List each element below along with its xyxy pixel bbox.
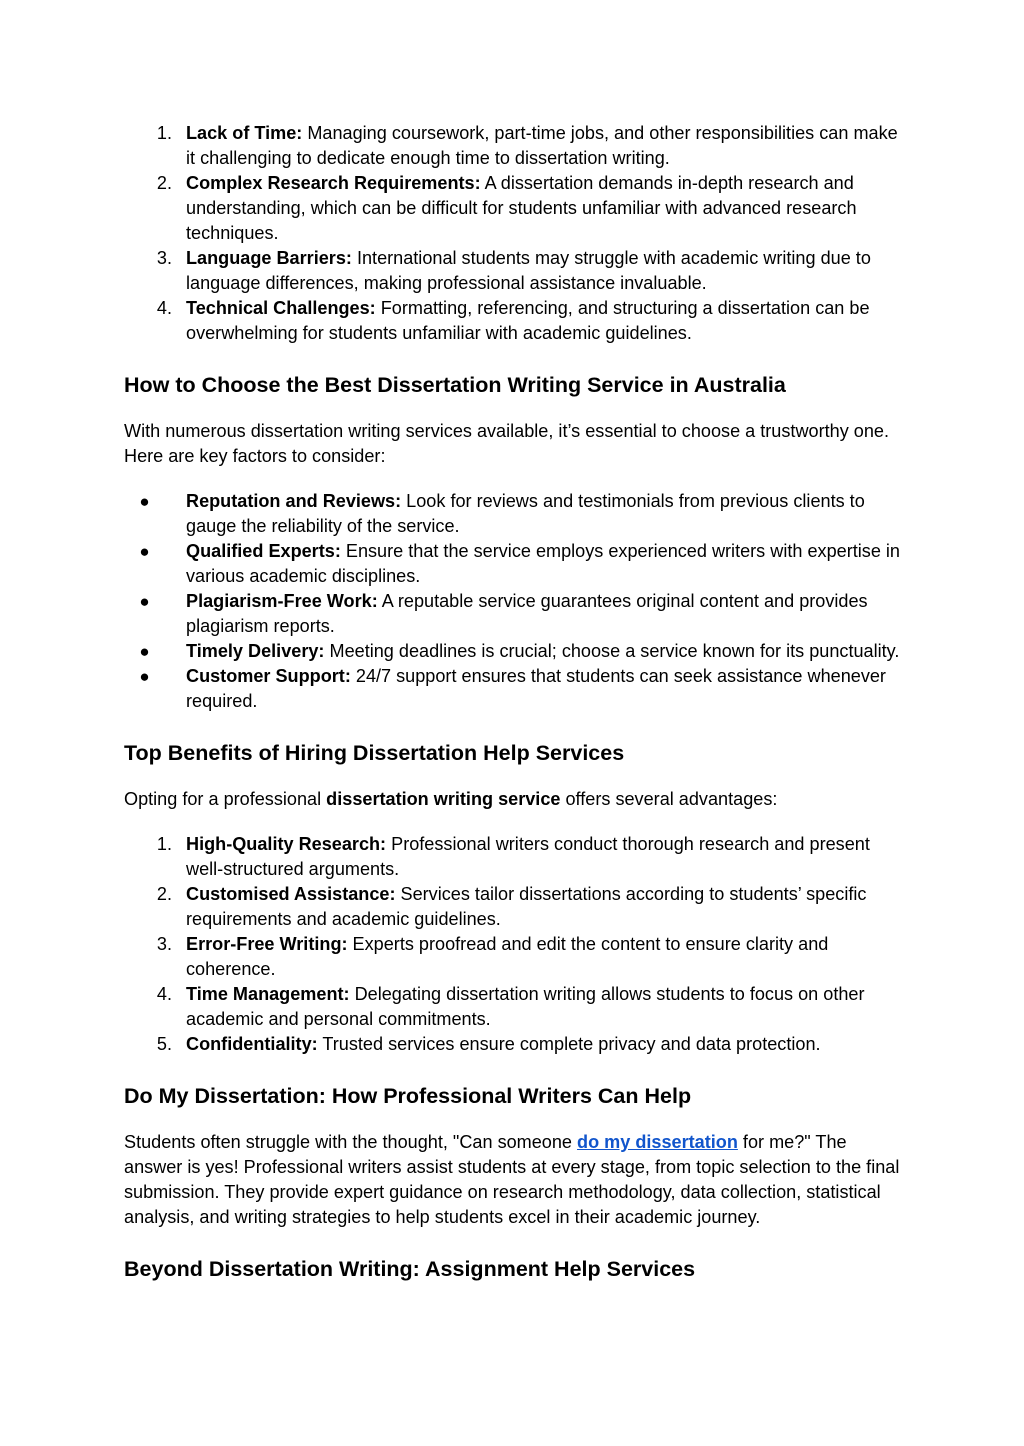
list-item: [124, 932, 904, 982]
intro-text-after: offers several advantages:: [560, 789, 778, 809]
list-item-term: Customised Assistance:: [186, 884, 396, 904]
list-item-text: A reputable service guarantees original content and provides plagiarism reports.: [186, 591, 868, 636]
paragraph-text-before: Students often struggle with the thought, "Can someone: [124, 1132, 578, 1152]
list-item: [124, 171, 904, 246]
list-item-text: Professional writers conduct thorough research and present well-structured arguments.: [186, 834, 870, 879]
list-item-text: Delegating dissertation writing allows students to focus on other academic and personal commitments.: [186, 984, 865, 1029]
paragraph-text-after: for me?" The answer is yes! Professional writers assist students at every stage, from topic selection to the final submission. They provide expert guidance on research methodology, data collection, statistical analysis, and writing strategies to help students excel in their academic journey.: [124, 1132, 900, 1227]
bullet-icon: ●: [139, 592, 150, 611]
list-item: [124, 882, 904, 932]
list-item-text: A dissertation demands in-depth research and understanding, which can be difficult for students unfamiliar with advanced research techniques.: [186, 173, 857, 243]
section-heading-do-my-dissertation: Do My Dissertation: How Professional Writers Can Help: [124, 1084, 692, 1108]
list-item-text: Services tailor dissertations according to students’ specific requirements and academic guidelines.: [186, 884, 867, 929]
list-item-text: Meeting deadlines is crucial; choose a service known for its punctuality.: [324, 641, 900, 661]
challenges-list: [124, 121, 904, 346]
list-number: 4.: [156, 298, 172, 318]
list-number: 1.: [156, 834, 172, 854]
list-number: 5.: [156, 1034, 172, 1054]
section-heading-choose: How to Choose the Best Dissertation Writing Service in Australia: [124, 373, 786, 397]
list-item-term: Qualified Experts:: [186, 541, 341, 561]
choose-factors-list: [124, 489, 904, 714]
list-number: 2.: [156, 173, 172, 193]
benefits-list: [124, 832, 904, 1057]
list-number: 3.: [156, 934, 172, 954]
list-item-text: Experts proofread and edit the content to ensure clarity and coherence.: [186, 934, 829, 979]
document-content: [124, 121, 904, 1283]
list-item-text: Ensure that the service employs experienced writers with expertise in various academic disciplines.: [186, 541, 900, 586]
section-intro-choose: With numerous dissertation writing services available, it’s essential to choose a trustworthy one. Here are key factors to consider:: [124, 421, 889, 466]
list-item: [124, 1032, 904, 1057]
list-item-term: Time Management:: [186, 984, 350, 1004]
list-item-text: Formatting, referencing, and structuring a dissertation can be overwhelming for students unfamiliar with academic guidelines.: [186, 298, 870, 343]
intro-bold-phrase: dissertation writing service: [326, 789, 561, 809]
list-item: [124, 539, 904, 589]
list-item-text: Managing coursework, part-time jobs, and other responsibilities can make it challenging to dedicate enough time to dissertation writing.: [186, 123, 898, 168]
list-item-term: Confidentiality:: [186, 1034, 318, 1054]
section-heading-benefits: Top Benefits of Hiring Dissertation Help Services: [124, 741, 625, 765]
list-item: [124, 489, 904, 539]
list-number: 3.: [156, 248, 172, 268]
list-item-term: Plagiarism-Free Work:: [186, 591, 378, 611]
list-item-term: Complex Research Requirements:: [186, 173, 481, 193]
list-item: [124, 982, 904, 1032]
list-item-term: Timely Delivery:: [186, 641, 325, 661]
list-item-term: Reputation and Reviews:: [186, 491, 402, 511]
list-number: 2.: [156, 884, 172, 904]
do-my-dissertation-link[interactable]: do my dissertation: [577, 1132, 738, 1152]
list-item-text: International students may struggle with academic writing due to language differences, making professional assistance invaluable.: [186, 248, 871, 293]
section-heading-beyond: Beyond Dissertation Writing: Assignment Help Services: [124, 1257, 696, 1281]
section-intro-benefits: [124, 787, 904, 812]
list-number: 1.: [156, 123, 172, 143]
list-item-text: Look for reviews and testimonials from previous clients to gauge the reliability of the service.: [186, 491, 865, 536]
list-item-term: Error-Free Writing:: [186, 934, 348, 954]
intro-text-before: Opting for a professional: [124, 789, 327, 809]
list-item-text: 24/7 support ensures that students can seek assistance whenever required.: [186, 666, 886, 711]
list-item-term: High-Quality Research:: [186, 834, 387, 854]
list-item: [124, 589, 904, 639]
list-item: [124, 832, 904, 882]
list-item-term: Customer Support:: [186, 666, 351, 686]
bullet-icon: ●: [139, 492, 150, 511]
list-item: [124, 639, 904, 664]
list-item-text: Trusted services ensure complete privacy and data protection.: [317, 1034, 821, 1054]
list-item-term: Language Barriers:: [186, 248, 352, 268]
bullet-icon: ●: [139, 542, 150, 561]
list-number: 4.: [156, 984, 172, 1004]
list-item: [124, 664, 904, 714]
bullet-icon: ●: [139, 642, 150, 661]
bullet-icon: ●: [139, 667, 150, 686]
list-item: [124, 246, 904, 296]
list-item-term: Lack of Time:: [186, 123, 303, 143]
list-item: [124, 296, 904, 346]
list-item-term: Technical Challenges:: [186, 298, 376, 318]
list-item: [124, 121, 904, 171]
section-paragraph-do-my-dissertation: [124, 1130, 904, 1230]
